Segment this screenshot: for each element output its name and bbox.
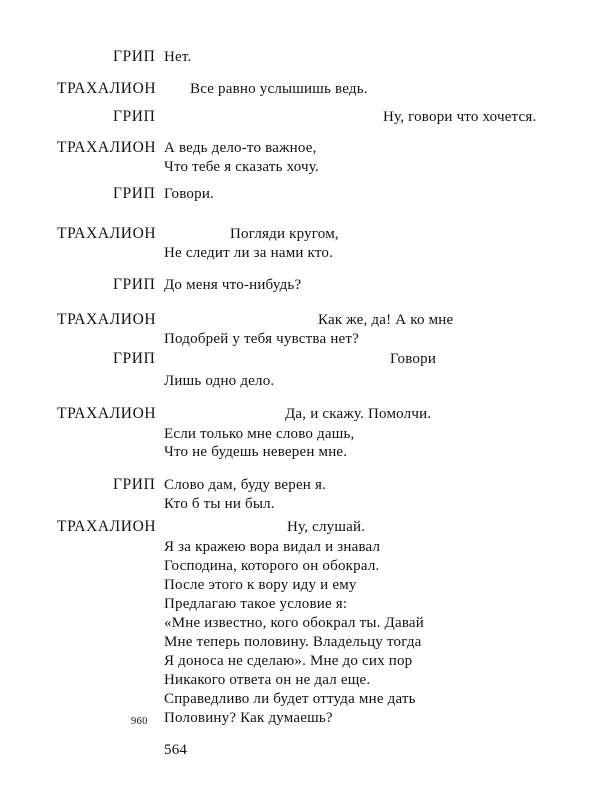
dialogue-line: Никакого ответа он не дал еще.	[164, 672, 371, 688]
speaker-grip: ГРИП	[113, 276, 156, 293]
speaker-trachalion: ТРАХАЛИОН	[57, 405, 157, 422]
dialogue-line: Я за кражею вора видал и знавал	[164, 539, 381, 555]
dialogue-line: «Мне известно, кого обокрал ты. Давай	[164, 615, 424, 631]
dialogue-line: До меня что-нибудь?	[164, 277, 302, 293]
dialogue-line: Предлагаю такое условие я:	[164, 596, 348, 612]
speaker-grip: ГРИП	[113, 350, 156, 367]
dialogue-line: Половину? Как думаешь?	[164, 710, 333, 726]
dialogue-line: Ну, говори что хочется.	[383, 109, 537, 125]
dialogue-line: Слово дам, буду верен я.	[164, 477, 327, 493]
dialogue-line: Да, и скажу. Помолчи.	[285, 406, 432, 422]
speaker-grip: ГРИП	[113, 48, 156, 65]
dialogue-line: Господина, которого он обокрал.	[164, 558, 380, 574]
dialogue-line: А ведь дело-то важное,	[164, 140, 317, 156]
speaker-trachalion: ТРАХАЛИОН	[57, 518, 157, 535]
dialogue-line: Нет.	[164, 49, 192, 65]
dialogue-line: Если только мне слово дашь,	[164, 426, 355, 442]
page-number: 564	[164, 742, 188, 758]
dialogue-line: Справедливо ли будет оттуда мне дать	[164, 691, 416, 707]
dialogue-line: Что не будешь неверен мне.	[164, 444, 348, 460]
dialogue-line: Кто б ты ни был.	[164, 496, 275, 512]
dialogue-line: Погляди кругом,	[230, 226, 339, 242]
dialogue-line: После этого к вору иду и ему	[164, 577, 357, 593]
line-number: 960	[131, 716, 148, 727]
dialogue-line: Как же, да! А ко мне	[318, 312, 454, 328]
dialogue-line: Не следит ли за нами кто.	[164, 245, 334, 261]
speaker-trachalion: ТРАХАЛИОН	[57, 225, 157, 242]
dialogue-line: Мне теперь половину. Владельцу тогда	[164, 634, 422, 650]
speaker-grip: ГРИП	[113, 476, 156, 493]
dialogue-line: Подобрей у тебя чувства нет?	[164, 331, 360, 347]
speaker-grip: ГРИП	[113, 108, 156, 125]
speaker-trachalion: ТРАХАЛИОН	[57, 80, 157, 97]
speaker-grip: ГРИП	[113, 185, 156, 202]
dialogue-line: Говори	[390, 351, 437, 367]
dialogue-line: Что тебе я сказать хочу.	[164, 159, 319, 175]
dialogue-line: Лишь одно дело.	[164, 373, 275, 389]
dialogue-line: Говори.	[164, 186, 215, 202]
speaker-trachalion: ТРАХАЛИОН	[57, 311, 157, 328]
dialogue-line: Я доноса не сделаю». Мне до сих пор	[164, 653, 413, 669]
dialogue-line: Все равно услышишь ведь.	[190, 81, 368, 97]
speaker-trachalion: ТРАХАЛИОН	[57, 139, 157, 156]
dialogue-line: Ну, слушай.	[287, 519, 366, 535]
